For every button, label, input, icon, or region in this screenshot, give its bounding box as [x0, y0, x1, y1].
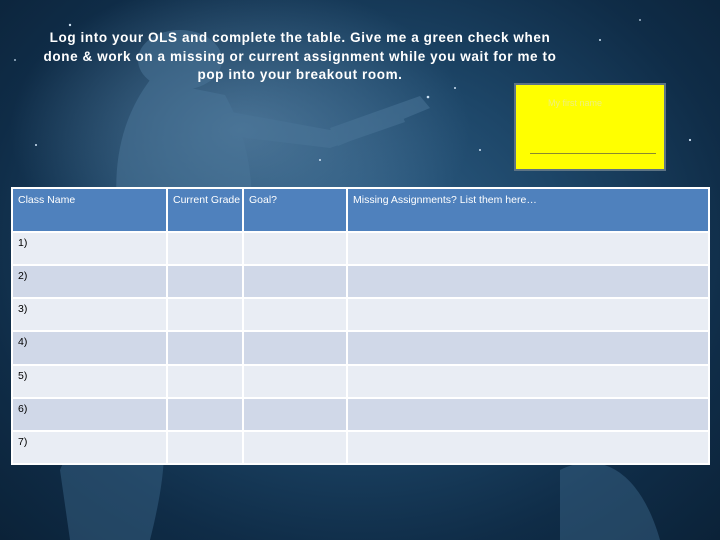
- grade-cell[interactable]: [167, 232, 243, 265]
- missing-cell[interactable]: [347, 365, 709, 398]
- grade-cell[interactable]: [167, 398, 243, 431]
- table-row: [12, 232, 709, 265]
- grades-table: [11, 187, 710, 465]
- missing-cell[interactable]: [347, 431, 709, 464]
- row-label: 7): [12, 431, 167, 464]
- table-row: [12, 398, 709, 431]
- row-label: 1): [12, 232, 167, 265]
- missing-cell[interactable]: [347, 232, 709, 265]
- name-box-label: My first name: [548, 98, 603, 108]
- header-goal: Goal?: [243, 188, 347, 232]
- row-label: 3): [12, 298, 167, 331]
- header-current-grade: Current Grade: [167, 188, 243, 232]
- grade-cell[interactable]: [167, 431, 243, 464]
- table-header-row: [12, 188, 709, 232]
- instructions-text: Log into your OLS and complete the table. Give me a green check when done & work on a missing or current assignment while you wait for me to pop into your breakout room.: [43, 30, 557, 82]
- row-label: 5): [12, 365, 167, 398]
- goal-cell[interactable]: [243, 398, 347, 431]
- grade-cell[interactable]: [167, 331, 243, 364]
- missing-cell[interactable]: [347, 265, 709, 298]
- header-class-name: Class Name: [12, 188, 167, 232]
- table-row: [12, 265, 709, 298]
- grade-cell[interactable]: [167, 365, 243, 398]
- row-label: 2): [12, 265, 167, 298]
- goal-cell[interactable]: [243, 365, 347, 398]
- goal-cell[interactable]: [243, 431, 347, 464]
- missing-cell[interactable]: [347, 398, 709, 431]
- grade-cell[interactable]: [167, 298, 243, 331]
- goal-cell[interactable]: [243, 331, 347, 364]
- table-row: [12, 331, 709, 364]
- table-row: [12, 298, 709, 331]
- name-underline: [530, 153, 656, 154]
- row-label: 4): [12, 331, 167, 364]
- header-missing-assignments: Missing Assignments? List them here…: [347, 188, 709, 232]
- missing-cell[interactable]: [347, 331, 709, 364]
- table-row: [12, 365, 709, 398]
- table-row: [12, 431, 709, 464]
- goal-cell[interactable]: [243, 298, 347, 331]
- name-box[interactable]: [514, 83, 666, 171]
- row-label: 6): [12, 398, 167, 431]
- goal-cell[interactable]: [243, 265, 347, 298]
- missing-cell[interactable]: [347, 298, 709, 331]
- goal-cell[interactable]: [243, 232, 347, 265]
- grade-cell[interactable]: [167, 265, 243, 298]
